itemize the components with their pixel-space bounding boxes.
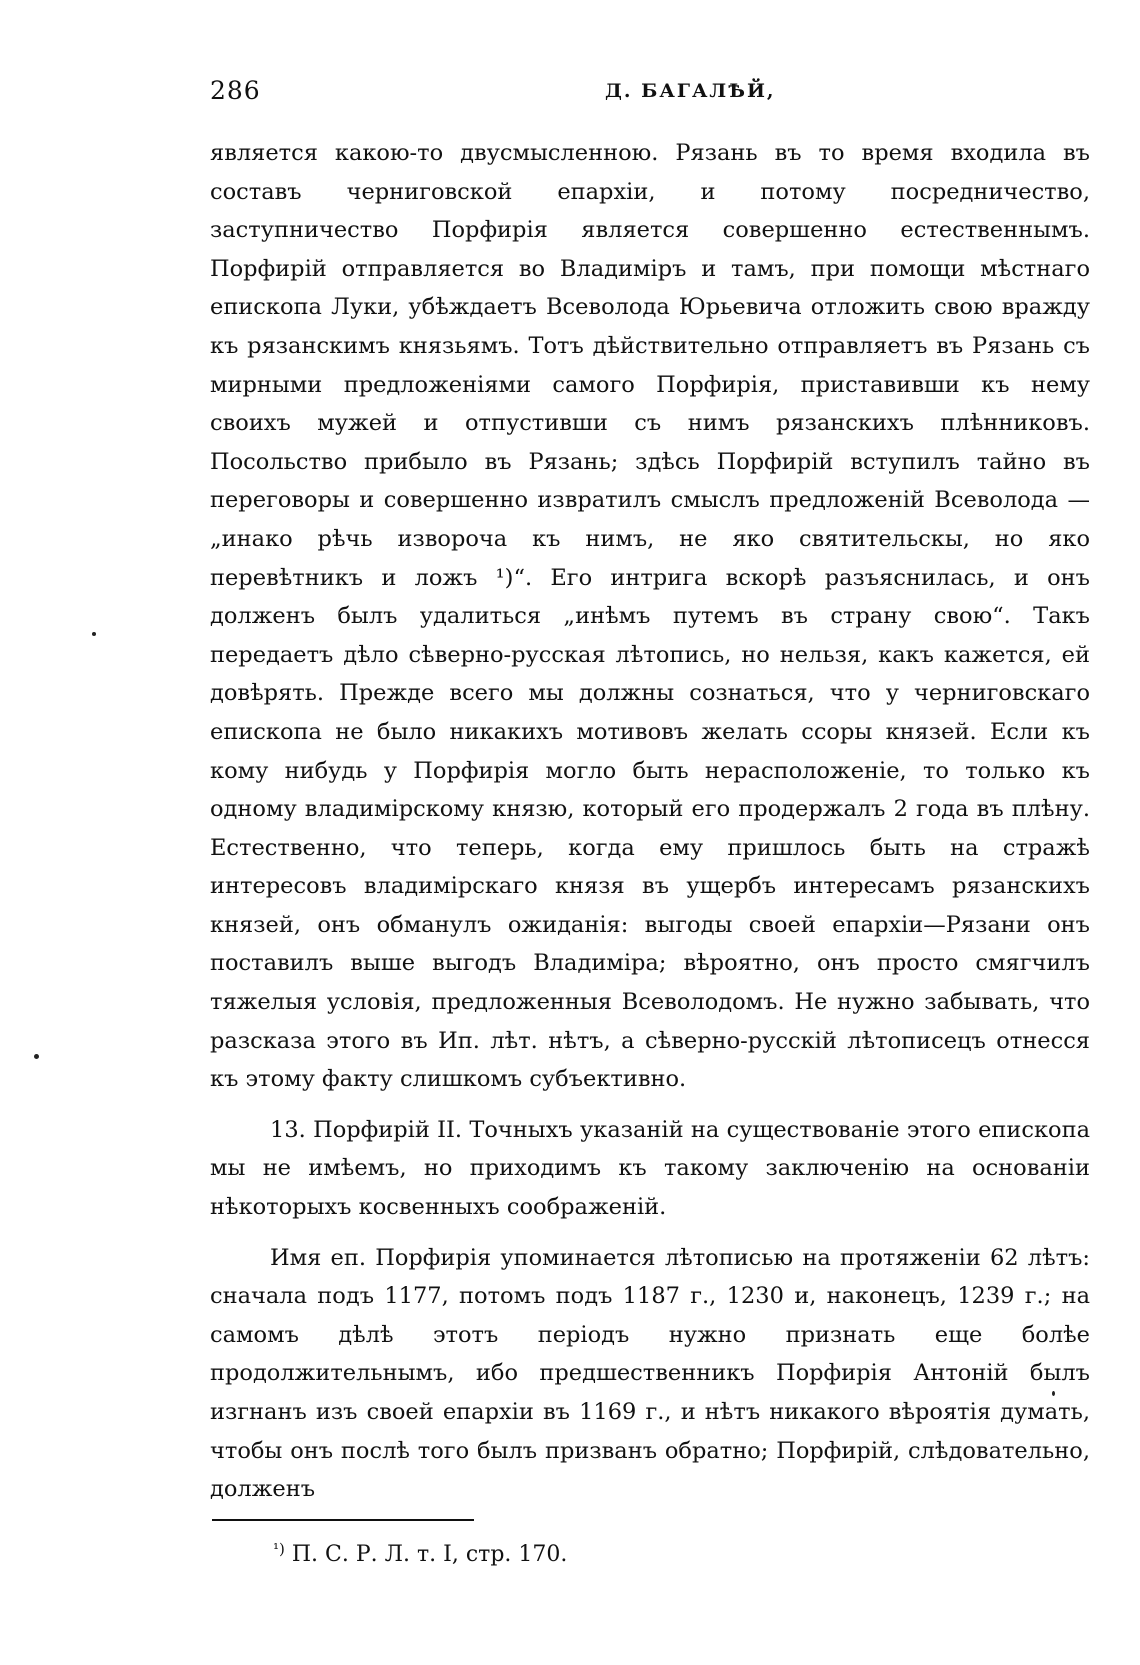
- scan-speck: [92, 632, 96, 636]
- page-body: [210, 134, 1090, 1509]
- page-number: 286: [210, 76, 261, 105]
- running-head: Д. БАГАЛѢЙ,: [605, 80, 776, 102]
- paragraph-3: Имя еп. Порфирія упоминается лѣтописью на протяженіи 62 лѣтъ: сначала подъ 1177, потомъ подъ 1187 г., 1230 и, наконецъ, 1239 г.; на самомъ дѣлѣ этотъ періодъ нужно признать еще болѣе продолжительнымъ, ибо предшественникъ Порфирія Антоній былъ изгнанъ изъ своей епархіи въ 1169 г., и нѣтъ никакого вѣроятія думать, чтобы онъ послѣ того былъ призванъ обратно; Порфирій, слѣдовательно, долженъ: [210, 1244, 1090, 1503]
- scan-speck: [1052, 1391, 1055, 1396]
- scan-speck: [34, 1054, 39, 1059]
- footnote-divider: [212, 1519, 474, 1521]
- footnote-marker: ¹): [273, 1540, 285, 1558]
- paragraph-1: является какою-то двусмысленною. Рязань въ то время входила въ составъ черниговской епархіи, и потому посредничество, заступничество Порфирія является совершенно естественнымъ. Порфирій отправляется во Владиміръ и тамъ, при помощи мѣстнаго епископа Луки, убѣждаетъ Всеволода Юрьевича отложить свою вражду къ рязанскимъ князьямъ. Тотъ дѣйствительно отправляетъ въ Рязань съ мирными предложеніями самого Порфирія, приставивши къ нему своихъ мужей и отпустивши съ нимъ рязанскихъ плѣнниковъ. Посольство прибыло въ Рязань; здѣсь Порфирій вступилъ тайно въ переговоры и совершенно извратилъ смыслъ предложеній Всеволода — „инако рѣчь изворочa къ нимъ, не яко святительскы, но яко перевѣтникъ и ложъ ¹)“. Его интрига вскорѣ разъяснилась, и онъ долженъ былъ удалиться „инѣмъ путемъ въ страну свою“. Такъ передаетъ дѣло сѣверно-русская лѣтопись, но нельзя, какъ кажется, ей довѣрять. Прежде всего мы должны сознаться, что у черниговскаго епископа не было никакихъ мотивовъ желать ссоры князей. Если къ кому нибудь у Порфирія могло быть нерасположеніе, то только къ одному владимірскому князю, который его продержалъ 2 года въ плѣну. Естественно, что теперь, когда ему пришлось быть на стражѣ интересовъ владимірскаго князя въ ущербъ интересамъ рязанскихъ князей, онъ обманулъ ожиданія: выгоды своей епархіи—Рязани онъ поставилъ выше выгодъ Владиміра; вѣроятно, онъ просто смягчилъ тяжелыя условія, предложенныя Всеволодомъ. Не нужно забывать, что разсказа этого въ Ип. лѣт. нѣтъ, а сѣверно-русскій лѣтописецъ отнесся къ этому факту слишкомъ субъективно.: [210, 140, 1090, 1093]
- page-header: [210, 76, 1070, 112]
- footnote-text: П. С. Р. Л. т. I, стр. 170.: [291, 1542, 568, 1567]
- footnote: [273, 1540, 567, 1567]
- paragraph-2: 13. Порфирій II. Точныхъ указаній на существованіе этого епископа мы не имѣемъ, но приходимъ къ такому заключенію на основаніи нѣкоторыхъ косвенныхъ соображеній.: [210, 1116, 1090, 1221]
